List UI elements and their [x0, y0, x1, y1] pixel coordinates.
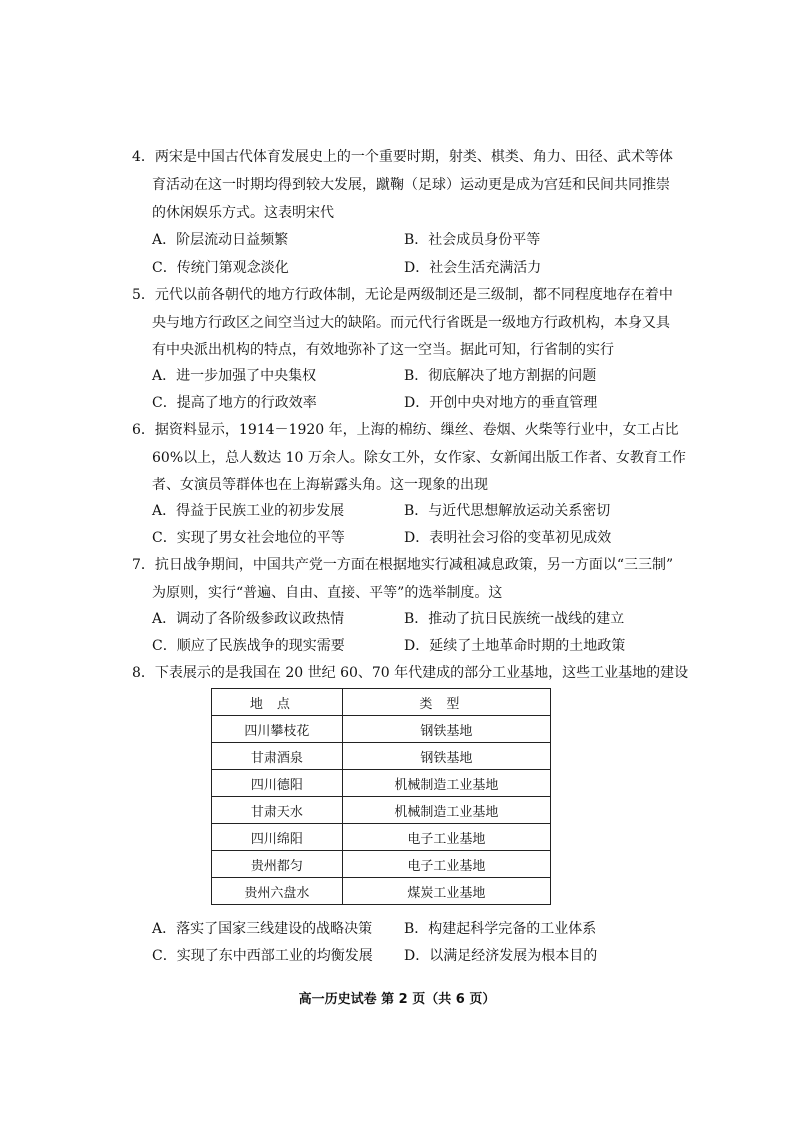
table-header-row — [212, 689, 551, 716]
q5-option-c: C．提高了地方的行政效率 — [152, 395, 317, 411]
table-cell-type: 机械制造工业基地 — [342, 770, 550, 797]
table-cell-type: 钢铁基地 — [342, 743, 550, 770]
q8-option-c: C．实现了东中西部工业的均衡发展 — [152, 948, 373, 964]
q7-stem-line-1: 7．抗日战争期间，中国共产党一方面在根据地实行减租减息政策，另一方面以“三三制” — [132, 557, 674, 573]
table-cell-type: 电子工业基地 — [342, 824, 550, 851]
industrial-base-table — [211, 688, 551, 905]
table-header-type: 类型 — [342, 689, 550, 716]
q4-option-d: D．社会生活充满活力 — [404, 260, 542, 276]
table-cell-location: 四川德阳 — [212, 770, 343, 797]
table-row — [212, 851, 551, 878]
q7-option-c: C．顺应了民族战争的现实需要 — [152, 638, 345, 654]
table-cell-location: 四川绵阳 — [212, 824, 343, 851]
q7-option-a: A．调动了各阶级参政议政热情 — [152, 611, 345, 627]
table-row — [212, 878, 551, 905]
q4-option-a: A．阶层流动日益频繁 — [152, 232, 289, 248]
table-cell-type: 电子工业基地 — [342, 851, 550, 878]
q4-stem-line-1: 4．两宋是中国古代体育发展史上的一个重要时期，射类、棋类、角力、田径、武术等体 — [132, 149, 673, 165]
q7-option-b: B．推动了抗日民族统一战线的建立 — [404, 611, 625, 627]
table-cell-location: 甘肃酒泉 — [212, 743, 343, 770]
q4-option-c: C．传统门第观念淡化 — [152, 260, 289, 276]
q4-stem-line-2: 育活动在这一时期均得到较大发展，蹴鞠（足球）运动更是成为宫廷和民间共同推崇 — [152, 177, 670, 193]
q4-stem-line-3: 的休闲娱乐方式。这表明宋代 — [152, 205, 334, 221]
table-row — [212, 716, 551, 743]
q6-stem-line-2: 60%以上，总人数达 10 万余人。除女工外，女作家、女新闻出版工作者、女教育工作 — [152, 450, 686, 466]
table-cell-location: 四川攀枝花 — [212, 716, 343, 743]
q8-option-b: B．构建起科学完备的工业体系 — [404, 921, 597, 937]
q6-stem-line-3: 者、女演员等群体也在上海崭露头角。这一现象的出现 — [152, 477, 488, 493]
table-row — [212, 743, 551, 770]
q6-stem-line-1: 6．据资料显示，1914－1920 年，上海的棉纺、缫丝、卷烟、火柴等行业中，女工占比 — [132, 422, 679, 438]
q5-option-a: A．进一步加强了中央集权 — [152, 368, 317, 384]
q5-stem-line-3: 有中央派出机构的特点，有效地弥补了这一空当。据此可知，行省制的实行 — [152, 342, 614, 358]
q8-option-d: D．以满足经济发展为根本目的 — [404, 948, 598, 964]
page-footer: 高一历史试卷 第 2 页（共 6 页） — [298, 992, 496, 1007]
q5-option-b: B．彻底解决了地方割据的问题 — [404, 368, 597, 384]
q8-option-a: A．落实了国家三线建设的战略决策 — [152, 921, 373, 937]
q6-option-c: C．实现了男女社会地位的平等 — [152, 530, 345, 546]
q7-option-d: D．延续了土地革命时期的土地政策 — [404, 638, 626, 654]
table-cell-type: 钢铁基地 — [342, 716, 550, 743]
table-row — [212, 770, 551, 797]
table-cell-location: 贵州都匀 — [212, 851, 343, 878]
table-cell-type: 机械制造工业基地 — [342, 797, 550, 824]
q6-option-a: A．得益于民族工业的初步发展 — [152, 503, 345, 519]
table-cell-location: 贵州六盘水 — [212, 878, 343, 905]
q5-stem-line-1: 5．元代以前各朝代的地方行政体制，无论是两级制还是三级制，都不同程度地存在着中 — [132, 287, 673, 303]
table-header-location: 地点 — [212, 689, 343, 716]
table-row — [212, 797, 551, 824]
table-cell-type: 煤炭工业基地 — [342, 878, 550, 905]
q8-stem-line-1: 8．下表展示的是我国在 20 世纪 60、70 年代建成的部分工业基地，这些工业基地的建设 — [132, 665, 689, 681]
q7-stem-line-2: 为原则，实行“普遍、自由、直接、平等”的选举制度。这 — [152, 585, 503, 601]
q6-option-b: B．与近代思想解放运动关系密切 — [404, 503, 611, 519]
q5-stem-line-2: 央与地方行政区之间空当过大的缺陷。而元代行省既是一级地方行政机构，本身又具 — [152, 315, 670, 331]
q4-option-b: B．社会成员身份平等 — [404, 232, 541, 248]
q5-option-d: D．开创中央对地方的垂直管理 — [404, 395, 598, 411]
q6-option-d: D．表明社会习俗的变革初见成效 — [404, 530, 612, 546]
table-row — [212, 824, 551, 851]
table-cell-location: 甘肃天水 — [212, 797, 343, 824]
